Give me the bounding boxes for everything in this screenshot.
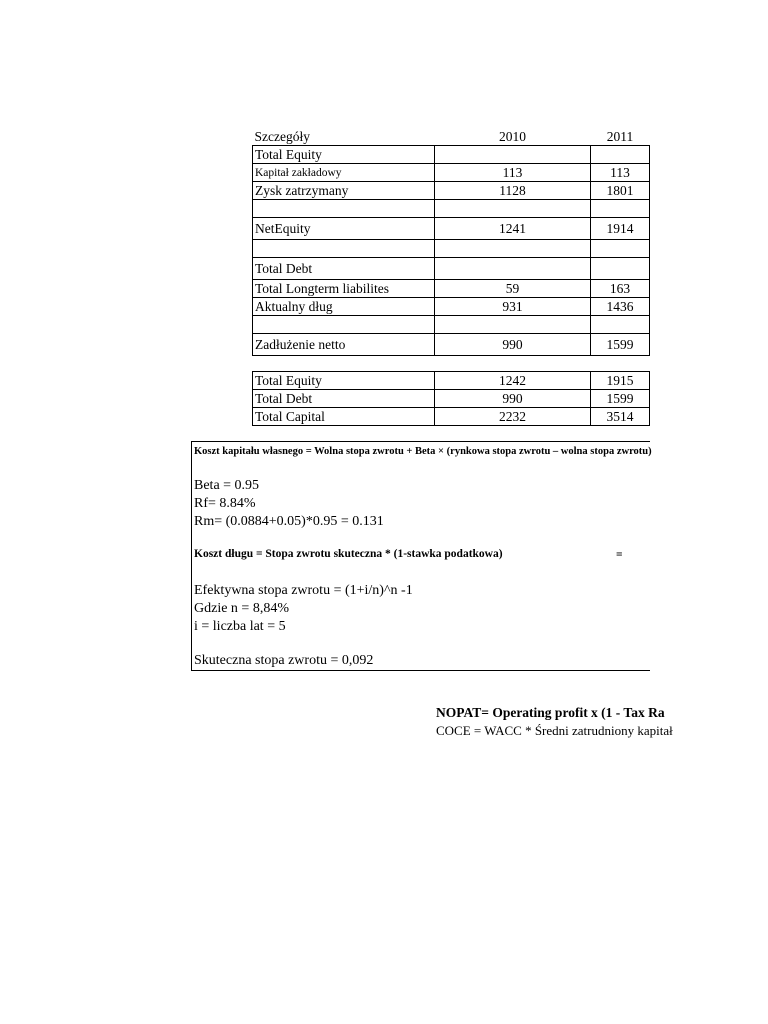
table-row bbox=[253, 390, 650, 408]
cell-value: 163 bbox=[591, 280, 650, 298]
risk-free-rate: Rf= 8.84% bbox=[194, 496, 256, 511]
row-label bbox=[253, 240, 435, 258]
cell-value bbox=[435, 146, 591, 164]
cost-of-equity-formula: Koszt kapitału własnego = Wolna stopa zwrotu + Beta × (rynkowa stopa zwrotu – wolna stopa zwrotu) bbox=[194, 446, 652, 457]
total-capital-table bbox=[252, 371, 650, 426]
capital-structure-table bbox=[252, 128, 650, 356]
cell-value: 3514 bbox=[591, 408, 650, 426]
market-return: Rm= (0.0884+0.05)*0.95 = 0.131 bbox=[194, 514, 384, 529]
header-year: 2011 bbox=[591, 128, 650, 146]
table-row bbox=[253, 372, 650, 390]
row-label: Total Debt bbox=[253, 390, 435, 408]
cell-value: 1801 bbox=[591, 182, 650, 200]
cell-value: 1599 bbox=[591, 390, 650, 408]
table-row bbox=[253, 240, 650, 258]
table-row bbox=[253, 182, 650, 200]
row-label: Total Equity bbox=[253, 146, 435, 164]
cell-value: 990 bbox=[435, 390, 591, 408]
table-header-row bbox=[253, 128, 650, 146]
row-label: Aktualny dług bbox=[253, 298, 435, 316]
table-row bbox=[253, 280, 650, 298]
cell-value bbox=[435, 240, 591, 258]
cell-value: 1599 bbox=[591, 334, 650, 356]
cell-value: 1128 bbox=[435, 182, 591, 200]
table-row bbox=[253, 408, 650, 426]
row-label bbox=[253, 316, 435, 334]
row-label: Total Capital bbox=[253, 408, 435, 426]
row-label: Total Longterm liabilites bbox=[253, 280, 435, 298]
cell-value bbox=[435, 200, 591, 218]
cell-value: 1915 bbox=[591, 372, 650, 390]
cell-value: 59 bbox=[435, 280, 591, 298]
table-row bbox=[253, 146, 650, 164]
table-row bbox=[253, 316, 650, 334]
cell-value bbox=[591, 200, 650, 218]
cell-value bbox=[435, 258, 591, 280]
row-label: NetEquity bbox=[253, 218, 435, 240]
coce-formula: COCE = WACC * Średni zatrudniony kapitał bbox=[436, 723, 673, 738]
cell-value: 1914 bbox=[591, 218, 650, 240]
row-label: Total Equity bbox=[253, 372, 435, 390]
i-years: i = liczba lat = 5 bbox=[194, 619, 286, 634]
table-row bbox=[253, 200, 650, 218]
cell-value bbox=[591, 258, 650, 280]
cell-value: 2232 bbox=[435, 408, 591, 426]
cell-value: 931 bbox=[435, 298, 591, 316]
cell-value: 1241 bbox=[435, 218, 591, 240]
cost-of-capital-box bbox=[191, 441, 650, 671]
cell-value: 1242 bbox=[435, 372, 591, 390]
cell-value bbox=[591, 240, 650, 258]
header-year: 2010 bbox=[435, 128, 591, 146]
table-row bbox=[253, 334, 650, 356]
where-n: Gdzie n = 8,84% bbox=[194, 601, 289, 616]
cell-value: 113 bbox=[435, 164, 591, 182]
row-label: Total Debt bbox=[253, 258, 435, 280]
cell-value: 113 bbox=[591, 164, 650, 182]
row-label: Zysk zatrzymany bbox=[253, 182, 435, 200]
table-row bbox=[253, 258, 650, 280]
cost-of-debt-formula: Koszt długu = Stopa zwrotu skuteczna * (1-stawka podatkowa) bbox=[194, 548, 503, 560]
effective-rate-result: Skuteczna stopa zwrotu = 0,092 bbox=[194, 653, 374, 668]
cell-value bbox=[591, 146, 650, 164]
cell-value bbox=[435, 316, 591, 334]
effective-rate-formula: Efektywna stopa zwrotu = (1+i/n)^n -1 bbox=[194, 583, 413, 598]
table-row bbox=[253, 298, 650, 316]
nopat-formula: NOPAT= Operating profit x (1 - Tax Ra bbox=[436, 705, 665, 720]
row-label bbox=[253, 200, 435, 218]
header-details: Szczegóły bbox=[253, 128, 435, 146]
cell-value bbox=[591, 316, 650, 334]
table-row bbox=[253, 218, 650, 240]
row-label: Kapitał zakładowy bbox=[253, 164, 435, 182]
table-row bbox=[253, 164, 650, 182]
cell-value: 1436 bbox=[591, 298, 650, 316]
equals-sign: = bbox=[616, 549, 623, 561]
row-label: Zadłużenie netto bbox=[253, 334, 435, 356]
cell-value: 990 bbox=[435, 334, 591, 356]
beta-value: Beta = 0.95 bbox=[194, 478, 260, 493]
